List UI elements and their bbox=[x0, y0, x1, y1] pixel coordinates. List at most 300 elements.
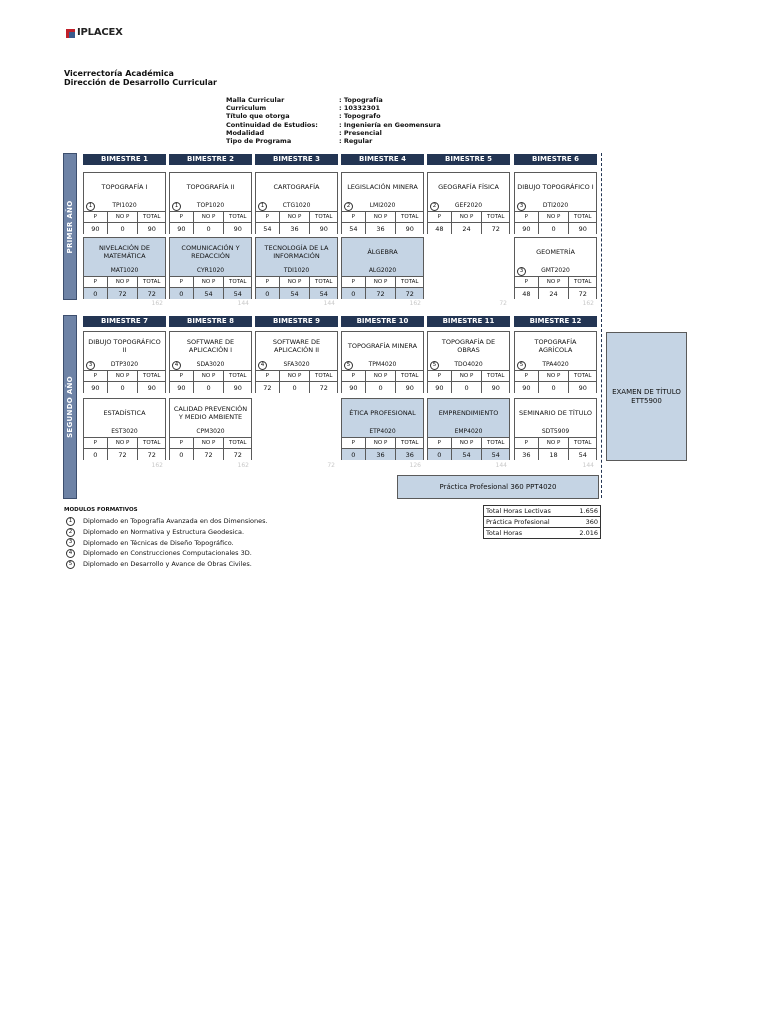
hours-col-header: TOTAL bbox=[395, 437, 423, 448]
bimestre-total: 162 bbox=[409, 300, 421, 307]
bimestre-total: 126 bbox=[409, 462, 421, 469]
hours-value-p: 72 bbox=[256, 381, 279, 393]
info-row bbox=[226, 121, 441, 129]
course-name: LEGISLACIÓN MINERA bbox=[347, 183, 418, 191]
course-code-row bbox=[256, 201, 337, 211]
bimestre-total: 144 bbox=[495, 462, 507, 469]
hours-value-total: 72 bbox=[568, 287, 596, 299]
hours-grid bbox=[256, 276, 337, 299]
hours-col-header: NO P bbox=[365, 437, 396, 448]
course-name: SOFTWARE DE APLICACIÓN I bbox=[186, 338, 235, 354]
hours-grid bbox=[84, 276, 165, 299]
module-number-icon: 4 bbox=[172, 361, 181, 370]
hours-value-p: 90 bbox=[342, 381, 365, 393]
module-number-icon: 5 bbox=[517, 361, 526, 370]
info-value: : Ingeniería en Geomensura bbox=[339, 120, 441, 129]
course-code: GEF2020 bbox=[454, 202, 483, 209]
hours-value-total: 72 bbox=[223, 448, 251, 460]
hours-grid bbox=[84, 211, 165, 234]
info-key: Título que otorga bbox=[226, 112, 290, 121]
hours-col-header: NO P bbox=[538, 370, 569, 381]
module-number-icon: 5 bbox=[66, 560, 75, 569]
module-number-icon: 5 bbox=[344, 361, 353, 370]
info-key: Tipo de Programa bbox=[226, 137, 292, 146]
iplacex-logo bbox=[66, 27, 126, 43]
hours-value-p: 54 bbox=[342, 222, 365, 234]
course-code: TDI1020 bbox=[283, 267, 310, 274]
course-card bbox=[255, 172, 338, 234]
hours-value-total: 90 bbox=[223, 381, 251, 393]
hours-value-total: 54 bbox=[309, 287, 337, 299]
hours-col-header: P bbox=[515, 437, 538, 448]
modules-title: MODULOS FORMATIVOS bbox=[64, 507, 138, 513]
course-code: TPA4020 bbox=[542, 361, 569, 368]
bimestre-header: BIMESTRE 6 bbox=[514, 154, 597, 165]
hours-value-nop: 24 bbox=[538, 287, 569, 299]
year-label-first: PRIMER AÑO bbox=[63, 153, 77, 300]
hours-value-p: 90 bbox=[515, 222, 538, 234]
course-name: TECNOLOGÍA DE LA INFORMACIÓN bbox=[264, 244, 329, 260]
course-name: TOPOGRAFÍA II bbox=[186, 183, 235, 191]
hours-col-header: NO P bbox=[451, 370, 482, 381]
hours-grid bbox=[170, 211, 251, 234]
course-card bbox=[341, 331, 424, 393]
module-text: Diplomado en Desarrollo y Avance de Obras Civiles. bbox=[83, 560, 252, 569]
hours-value-p: 0 bbox=[84, 448, 107, 460]
hours-value-p: 0 bbox=[342, 287, 365, 299]
hours-col-header: NO P bbox=[193, 276, 224, 287]
hours-value-total: 54 bbox=[481, 448, 509, 460]
hours-value-total: 90 bbox=[137, 381, 165, 393]
hours-col-header: NO P bbox=[193, 211, 224, 222]
hours-value-p: 90 bbox=[84, 222, 107, 234]
program-info bbox=[226, 96, 441, 145]
bimestre-header: BIMESTRE 11 bbox=[427, 316, 510, 327]
hours-col-header: NO P bbox=[451, 437, 482, 448]
hours-value-total: 90 bbox=[395, 381, 423, 393]
hours-value-nop: 72 bbox=[365, 287, 396, 299]
course-code-row bbox=[515, 427, 596, 437]
course-code: TDO4020 bbox=[454, 361, 483, 368]
hours-col-header: P bbox=[515, 211, 538, 222]
course-card bbox=[341, 398, 424, 460]
hours-col-header: NO P bbox=[107, 211, 138, 222]
bimestre-header: BIMESTRE 5 bbox=[427, 154, 510, 165]
hours-value-total: 90 bbox=[309, 222, 337, 234]
hours-value-total: 36 bbox=[395, 448, 423, 460]
hours-value-p: 90 bbox=[428, 381, 451, 393]
module-number-icon: 2 bbox=[430, 202, 439, 211]
hours-value-total: 90 bbox=[223, 222, 251, 234]
hours-col-header: P bbox=[428, 437, 451, 448]
course-card bbox=[169, 172, 252, 234]
hours-col-header: TOTAL bbox=[223, 370, 251, 381]
course-card bbox=[514, 172, 597, 234]
course-code: CYR1020 bbox=[196, 267, 225, 274]
course-card bbox=[255, 237, 338, 299]
module-item bbox=[66, 559, 268, 570]
hours-col-header: TOTAL bbox=[137, 370, 165, 381]
hours-table bbox=[483, 505, 601, 539]
hours-value-total: 90 bbox=[395, 222, 423, 234]
module-number-icon: 4 bbox=[258, 361, 267, 370]
hours-value-total: 90 bbox=[568, 381, 596, 393]
module-number-icon: 2 bbox=[344, 202, 353, 211]
hours-col-header: P bbox=[515, 370, 538, 381]
course-card bbox=[83, 237, 166, 299]
hours-value-nop: 0 bbox=[107, 222, 138, 234]
module-text: Diplomado en Topografía Avanzada en dos Dimensiones. bbox=[83, 517, 268, 525]
course-card bbox=[83, 172, 166, 234]
hours-col-header: TOTAL bbox=[223, 211, 251, 222]
hours-value: 2.016 bbox=[579, 529, 598, 537]
course-name: CARTOGRAFÍA bbox=[273, 183, 320, 191]
hours-col-header: P bbox=[170, 370, 193, 381]
hours-value-total: 72 bbox=[395, 287, 423, 299]
module-number-icon: 1 bbox=[172, 202, 181, 211]
hours-value-nop: 0 bbox=[107, 381, 138, 393]
hours-col-header: TOTAL bbox=[223, 437, 251, 448]
hours-col-header: NO P bbox=[365, 211, 396, 222]
course-code-row bbox=[515, 266, 596, 276]
course-name: TOPOGRAFÍA AGRÍCOLA bbox=[534, 338, 577, 354]
hours-value-p: 0 bbox=[428, 448, 451, 460]
course-code-row bbox=[342, 427, 423, 437]
bimestre-total: 162 bbox=[151, 462, 163, 469]
hours-col-header: TOTAL bbox=[395, 211, 423, 222]
module-number-icon: 5 bbox=[430, 361, 439, 370]
hours-value-nop: 0 bbox=[193, 381, 224, 393]
hours-col-header: NO P bbox=[279, 211, 310, 222]
course-card bbox=[169, 398, 252, 460]
course-code-row bbox=[342, 360, 423, 370]
course-name: DIBUJO TOPOGRÁFICO I bbox=[517, 183, 594, 191]
course-name: TOPOGRAFÍA I bbox=[101, 183, 148, 191]
hours-value-nop: 36 bbox=[279, 222, 310, 234]
info-row bbox=[226, 112, 441, 120]
course-code: ETP4020 bbox=[369, 428, 396, 435]
bimestre-total: 144 bbox=[582, 462, 594, 469]
course-code-row bbox=[342, 201, 423, 211]
hours-col-header: NO P bbox=[538, 276, 569, 287]
hours-col-header: NO P bbox=[279, 370, 310, 381]
hours-grid bbox=[515, 211, 596, 234]
course-name: COMUNICACIÓN Y REDACCIÓN bbox=[181, 244, 240, 260]
hours-col-header: TOTAL bbox=[137, 276, 165, 287]
hours-col-header: P bbox=[256, 276, 279, 287]
hours-value-nop: 0 bbox=[279, 381, 310, 393]
course-code-row bbox=[170, 360, 251, 370]
course-card bbox=[427, 331, 510, 393]
course-code: TOP1020 bbox=[196, 202, 225, 209]
hours-value-nop: 54 bbox=[193, 287, 224, 299]
course-name: CALIDAD PREVENCIÓN Y MEDIO AMBIENTE bbox=[173, 405, 248, 421]
course-code-row bbox=[428, 427, 509, 437]
hours-value-total: 72 bbox=[481, 222, 509, 234]
course-code: TPI1020 bbox=[112, 202, 137, 209]
info-row bbox=[226, 129, 441, 137]
hours-col-header: NO P bbox=[193, 437, 224, 448]
hours-col-header: P bbox=[256, 211, 279, 222]
course-code: LMI2020 bbox=[369, 202, 396, 209]
hours-value-p: 0 bbox=[84, 287, 107, 299]
hours-value: 1.656 bbox=[579, 507, 598, 515]
module-number-icon: 1 bbox=[66, 517, 75, 526]
hours-value-p: 0 bbox=[170, 287, 193, 299]
module-number-icon: 3 bbox=[517, 202, 526, 211]
course-code-row bbox=[428, 201, 509, 211]
hours-value-p: 0 bbox=[342, 448, 365, 460]
info-key: Modalidad bbox=[226, 128, 265, 137]
course-card bbox=[83, 331, 166, 393]
bimestre-header: BIMESTRE 2 bbox=[169, 154, 252, 165]
info-value: : Topografo bbox=[339, 112, 381, 121]
hours-value: 360 bbox=[585, 518, 598, 526]
hours-row bbox=[484, 516, 600, 527]
info-row bbox=[226, 104, 441, 112]
hours-value-p: 90 bbox=[170, 222, 193, 234]
bimestre-header: BIMESTRE 4 bbox=[341, 154, 424, 165]
hours-value-total: 90 bbox=[137, 222, 165, 234]
course-code: MAT1020 bbox=[110, 267, 139, 274]
hours-value-nop: 0 bbox=[538, 222, 569, 234]
hours-grid bbox=[515, 370, 596, 393]
header-line-1: Vicerrectoría Académica bbox=[64, 69, 174, 78]
course-name: GEOMETRÍA bbox=[536, 248, 575, 256]
bimestre-total: 144 bbox=[323, 300, 335, 307]
bimestre-total: 162 bbox=[151, 300, 163, 307]
hours-col-header: NO P bbox=[451, 211, 482, 222]
bimestre-header: BIMESTRE 9 bbox=[255, 316, 338, 327]
module-number-icon: 3 bbox=[517, 267, 526, 276]
course-code-row bbox=[170, 427, 251, 437]
hours-value-p: 54 bbox=[256, 222, 279, 234]
info-value: : Regular bbox=[339, 137, 373, 146]
course-code: EMP4020 bbox=[454, 428, 483, 435]
info-value: : Topografía bbox=[339, 96, 383, 104]
course-card bbox=[169, 237, 252, 299]
hours-grid bbox=[256, 370, 337, 393]
hours-value-total: 90 bbox=[568, 222, 596, 234]
info-key: Curriculum bbox=[226, 104, 267, 113]
course-name: EMPRENDIMIENTO bbox=[438, 409, 499, 417]
course-name: ÉTICA PROFESIONAL bbox=[349, 409, 416, 417]
course-code: GMT2020 bbox=[541, 267, 570, 274]
hours-col-header: P bbox=[428, 211, 451, 222]
course-code-row bbox=[256, 360, 337, 370]
course-code: CTG1020 bbox=[282, 202, 311, 209]
hours-col-header: NO P bbox=[107, 370, 138, 381]
course-code: DTP3020 bbox=[110, 361, 139, 368]
hours-grid bbox=[170, 276, 251, 299]
hours-col-header: TOTAL bbox=[137, 437, 165, 448]
course-code-row bbox=[515, 360, 596, 370]
hours-col-header: NO P bbox=[365, 276, 396, 287]
info-key: Continuidad de Estudios: bbox=[226, 120, 318, 129]
module-number-icon: 1 bbox=[86, 202, 95, 211]
hours-col-header: NO P bbox=[538, 211, 569, 222]
course-card bbox=[514, 398, 597, 460]
hours-value-p: 90 bbox=[84, 381, 107, 393]
hours-value-nop: 24 bbox=[451, 222, 482, 234]
hours-col-header: TOTAL bbox=[137, 211, 165, 222]
course-card bbox=[341, 172, 424, 234]
hours-value-total: 54 bbox=[568, 448, 596, 460]
hours-col-header: P bbox=[428, 370, 451, 381]
course-code: CPM3020 bbox=[196, 428, 225, 435]
hours-value-nop: 18 bbox=[538, 448, 569, 460]
bimestre-header: BIMESTRE 10 bbox=[341, 316, 424, 327]
module-number-icon: 3 bbox=[66, 538, 75, 547]
hours-col-header: TOTAL bbox=[223, 276, 251, 287]
course-name: GEOGRAFÍA FÍSICA bbox=[438, 183, 499, 191]
course-name: TOPOGRAFÍA DE OBRAS bbox=[441, 338, 496, 354]
hours-col-header: NO P bbox=[538, 437, 569, 448]
hours-col-header: TOTAL bbox=[395, 276, 423, 287]
course-code: SDT5909 bbox=[541, 428, 570, 435]
course-card bbox=[514, 237, 597, 299]
hours-value-total: 72 bbox=[309, 381, 337, 393]
hours-grid bbox=[342, 276, 423, 299]
hours-col-header: P bbox=[84, 211, 107, 222]
bimestre-total: 72 bbox=[499, 300, 507, 307]
hours-col-header: TOTAL bbox=[568, 276, 596, 287]
hours-col-header: P bbox=[170, 276, 193, 287]
bimestre-header: BIMESTRE 3 bbox=[255, 154, 338, 165]
modules-list bbox=[66, 516, 268, 570]
practica-box: Práctica Profesional 360 PPT4020 bbox=[397, 475, 599, 499]
course-code-row bbox=[342, 266, 423, 276]
module-number-icon: 3 bbox=[86, 361, 95, 370]
hours-col-header: P bbox=[342, 437, 365, 448]
hours-value-nop: 0 bbox=[538, 381, 569, 393]
bimestre-total: 162 bbox=[237, 462, 249, 469]
course-card bbox=[427, 398, 510, 460]
course-code-row bbox=[256, 266, 337, 276]
hours-col-header: P bbox=[170, 211, 193, 222]
hours-label: Práctica Profesional bbox=[486, 518, 550, 526]
course-card bbox=[83, 398, 166, 460]
hours-grid bbox=[428, 211, 509, 234]
hours-col-header: P bbox=[342, 370, 365, 381]
hours-row bbox=[484, 527, 600, 538]
module-number-icon: 1 bbox=[258, 202, 267, 211]
course-card bbox=[169, 331, 252, 393]
course-code-row bbox=[84, 360, 165, 370]
hours-value-p: 0 bbox=[256, 287, 279, 299]
module-number-icon: 4 bbox=[66, 549, 75, 558]
hours-grid bbox=[428, 437, 509, 460]
course-code-row bbox=[84, 201, 165, 211]
hours-value-total: 72 bbox=[137, 287, 165, 299]
hours-col-header: NO P bbox=[365, 370, 396, 381]
course-code-row bbox=[84, 266, 165, 276]
course-code-row bbox=[170, 266, 251, 276]
module-text: Diplomado en Construcciones Computacionales 3D. bbox=[83, 549, 252, 558]
hours-col-header: NO P bbox=[107, 276, 138, 287]
hours-row bbox=[484, 506, 600, 516]
hours-value-nop: 54 bbox=[279, 287, 310, 299]
hours-col-header: P bbox=[84, 276, 107, 287]
hours-value-p: 90 bbox=[170, 381, 193, 393]
module-item bbox=[66, 538, 268, 549]
hours-value-nop: 36 bbox=[365, 222, 396, 234]
header-line-2: Dirección de Desarrollo Curricular bbox=[64, 78, 217, 87]
hours-col-header: P bbox=[342, 211, 365, 222]
course-name: ESTADÍSTICA bbox=[103, 409, 146, 417]
dashed-divider bbox=[601, 153, 602, 498]
hours-col-header: NO P bbox=[279, 276, 310, 287]
hours-grid bbox=[84, 370, 165, 393]
exam-box: EXAMEN DE TÍTULO ETT5900 bbox=[606, 332, 687, 461]
hours-value-p: 48 bbox=[428, 222, 451, 234]
hours-value-total: 90 bbox=[481, 381, 509, 393]
course-name: TOPOGRAFÍA MINERA bbox=[347, 342, 418, 350]
course-code-row bbox=[84, 427, 165, 437]
hours-value-p: 90 bbox=[515, 381, 538, 393]
hours-value-nop: 0 bbox=[193, 222, 224, 234]
hours-col-header: P bbox=[84, 437, 107, 448]
hours-value-nop: 72 bbox=[193, 448, 224, 460]
hours-label: Total Horas Lectivas bbox=[486, 507, 551, 515]
course-name: SOFTWARE DE APLICACIÓN II bbox=[272, 338, 321, 354]
module-item bbox=[66, 527, 268, 538]
bimestre-header: BIMESTRE 1 bbox=[83, 154, 166, 165]
hours-col-header: TOTAL bbox=[481, 211, 509, 222]
hours-grid bbox=[342, 370, 423, 393]
hours-col-header: P bbox=[342, 276, 365, 287]
bimestre-total: 144 bbox=[237, 300, 249, 307]
hours-grid bbox=[428, 370, 509, 393]
hours-value-nop: 72 bbox=[107, 448, 138, 460]
hours-col-header: TOTAL bbox=[481, 437, 509, 448]
hours-grid bbox=[170, 437, 251, 460]
course-code: EST3020 bbox=[111, 428, 138, 435]
info-row bbox=[226, 96, 441, 104]
module-text: Diplomado en Normativa y Estructura Geodesica. bbox=[83, 527, 245, 536]
module-item bbox=[66, 548, 268, 559]
hours-col-header: NO P bbox=[193, 370, 224, 381]
hours-value-nop: 0 bbox=[451, 381, 482, 393]
hours-col-header: TOTAL bbox=[309, 370, 337, 381]
course-name: ÁLGEBRA bbox=[367, 248, 398, 256]
logo-text: IPLACEX bbox=[77, 27, 123, 38]
course-card bbox=[514, 331, 597, 393]
hours-value-total: 54 bbox=[223, 287, 251, 299]
module-item bbox=[66, 516, 268, 527]
hours-grid bbox=[342, 437, 423, 460]
hours-grid bbox=[515, 437, 596, 460]
hours-grid bbox=[256, 211, 337, 234]
hours-col-header: NO P bbox=[107, 437, 138, 448]
course-card bbox=[427, 172, 510, 234]
course-code: TPM4020 bbox=[368, 361, 397, 368]
hours-grid bbox=[515, 276, 596, 299]
hours-label: Total Horas bbox=[486, 529, 523, 537]
bimestre-header: BIMESTRE 7 bbox=[83, 316, 166, 327]
info-value: : Presencial bbox=[339, 128, 382, 137]
bimestre-total: 72 bbox=[327, 462, 335, 469]
bimestre-total: 162 bbox=[582, 300, 594, 307]
logo-mark-accent-icon bbox=[69, 32, 75, 38]
hours-value-p: 36 bbox=[515, 448, 538, 460]
hours-value-nop: 36 bbox=[365, 448, 396, 460]
hours-col-header: P bbox=[170, 437, 193, 448]
hours-col-header: P bbox=[256, 370, 279, 381]
course-name: DIBUJO TOPOGRÁFICO II bbox=[88, 338, 161, 354]
year-label-second: SEGUNDO AÑO bbox=[63, 315, 77, 499]
hours-value-nop: 54 bbox=[451, 448, 482, 460]
